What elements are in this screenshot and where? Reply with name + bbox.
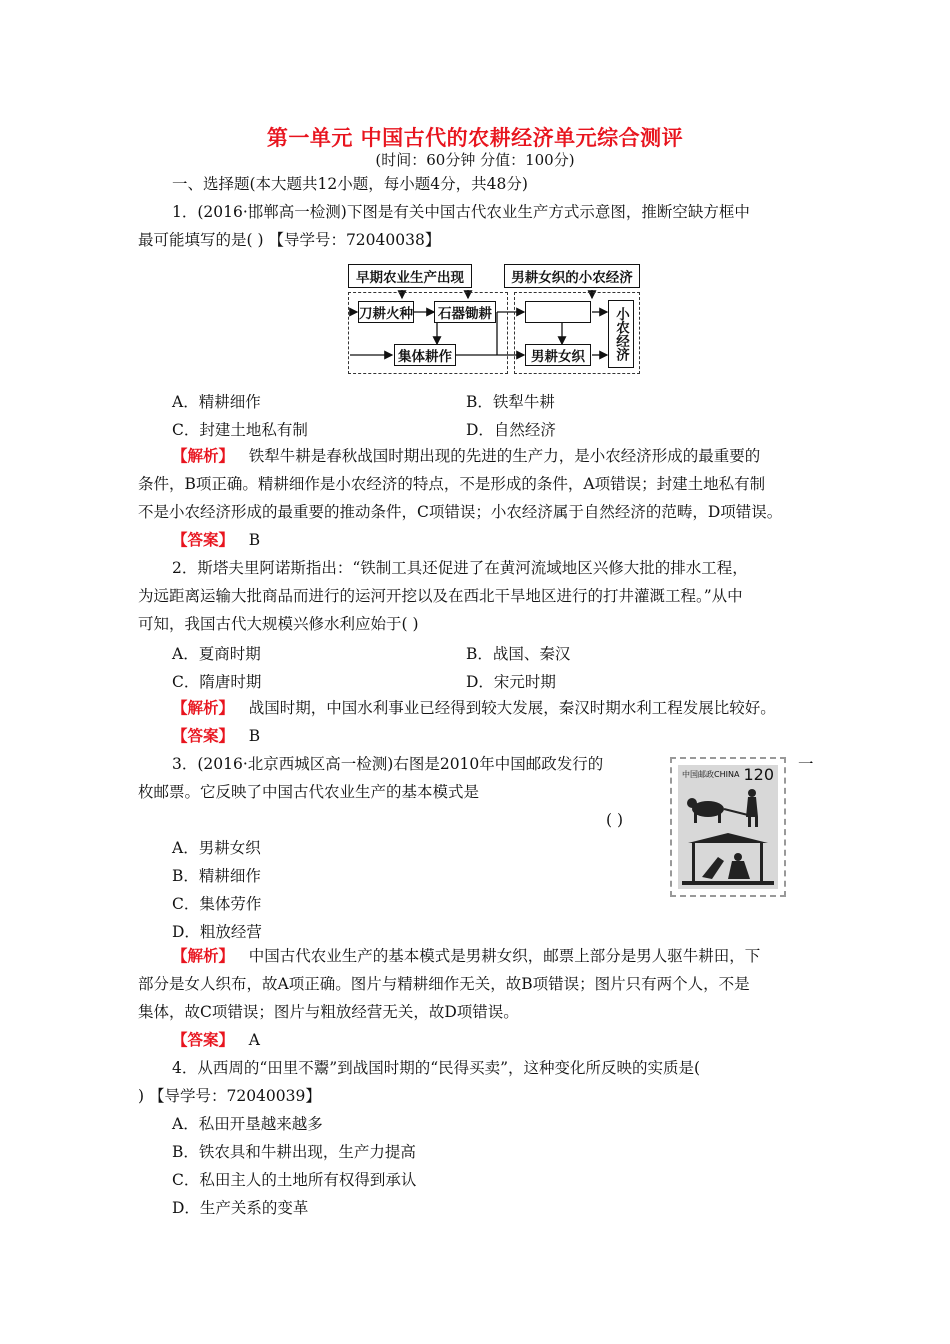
diagram-box-small-economy: 小农经济 — [608, 300, 634, 368]
q1-stem-line2: 最可能填写的是( ) 【导学号：72040038】 — [138, 231, 441, 249]
q1-option-c: C．封建土地私有制 — [172, 421, 308, 439]
q3-answer — [172, 1030, 260, 1050]
answer-value: A — [248, 1031, 260, 1049]
stamp-artwork — [678, 765, 778, 889]
q4-option-a: A．私田开垦越来越多 — [172, 1115, 323, 1133]
analysis-text: 战国时期，中国水利事业已经得到较大发展，秦汉时期水利工程发展比较好。 — [248, 699, 776, 717]
q4-stem-line1: 4．从西周的“田里不鬻”到战国时期的“民得买卖”，这种变化所反映的实质是( — [172, 1059, 701, 1077]
diagram-box-early-agriculture: 早期农业生产出现 — [348, 264, 472, 288]
page-title: 第一单元 中国古代的农耕经济单元综合测评 — [266, 125, 684, 150]
analysis-text: 中国古代农业生产的基本模式是男耕女织，邮票上部分是男人驱牛耕田，下 — [248, 947, 761, 965]
q3-option-a: A．男耕女织 — [172, 839, 261, 857]
q3-option-b: B．精耕细作 — [172, 867, 261, 885]
analysis-label: 【解析】 — [172, 698, 235, 717]
diagram-box-stone-hoe: 石器锄耕 — [434, 301, 496, 323]
answer-label: 【答案】 — [172, 1030, 235, 1049]
q3-stem-line1: 3．(2016·北京西城区高一检测)右图是2010年中国邮政发行的 — [172, 755, 604, 773]
q2-option-b: B．战国、秦汉 — [466, 645, 571, 663]
q2-answer — [172, 726, 260, 746]
q3-analysis-line1 — [172, 946, 760, 966]
q3-analysis-line3: 集体，故C项错误；图片与粗放经营无关，故D项错误。 — [138, 1003, 519, 1021]
stamp-silhouettes — [678, 765, 778, 889]
q3-stem-line1-tail: 一 — [798, 755, 814, 773]
q4-stem-line2: ) 【导学号：72040039】 — [138, 1087, 321, 1105]
q2-option-a: A．夏商时期 — [172, 645, 261, 663]
q3-option-d: D．粗放经营 — [172, 923, 262, 941]
stamp-country: 中国邮政CHINA — [682, 770, 740, 779]
analysis-label: 【解析】 — [172, 946, 235, 965]
q1-option-a: A．精耕细作 — [172, 393, 261, 411]
stamp-value: 120 — [743, 765, 774, 784]
answer-value: B — [248, 531, 261, 549]
diagram-box-small-peasant: 男耕女织的小农经济 — [504, 264, 640, 288]
q4-option-b: B．铁农具和牛耕出现，生产力提高 — [172, 1143, 416, 1161]
section-heading: 一、选择题(本大题共12小题，每小题4分，共48分) — [172, 175, 528, 193]
diagram-box-slash-burn: 刀耕火种 — [358, 301, 414, 323]
answer-value: B — [248, 727, 261, 745]
diagram-box-men-farm: 男耕女织 — [525, 344, 591, 366]
q1-answer — [172, 530, 260, 550]
q1-analysis-line1 — [172, 446, 760, 466]
q1-analysis-line3: 不是小农经济形成的最重要的推动条件，C项错误；小农经济属于自然经济的范畴，D项错误。 — [138, 503, 783, 521]
q3-analysis-line2: 部分是女人织布，故A项正确。图片与精耕细作无关，故B项错误；图片只有两个人，不是 — [138, 975, 750, 993]
q3-answer-paren: ( ) — [606, 811, 624, 829]
diagram-box-blank — [525, 301, 591, 323]
q4-option-c: C．私田主人的土地所有权得到承认 — [172, 1171, 417, 1189]
q4-option-d: D．生产关系的变革 — [172, 1199, 309, 1217]
exam-meta: (时间：60分钟 分值：100分) — [375, 151, 575, 169]
answer-label: 【答案】 — [172, 530, 235, 549]
q1-option-d: D．自然经济 — [466, 421, 556, 439]
q3-stem-line2: 枚邮票。它反映了中国古代农业生产的基本模式是 — [138, 783, 480, 801]
diagram-box-collective: 集体耕作 — [394, 344, 456, 366]
q3-option-c: C．集体劳作 — [172, 895, 262, 913]
q2-option-d: D．宋元时期 — [466, 673, 556, 691]
q2-stem-line2: 为远距离运输大批商品而进行的运河开挖以及在西北干旱地区进行的打井灌溉工程。”从中 — [138, 587, 743, 605]
agriculture-diagram — [342, 262, 642, 380]
q1-option-b: B．铁犁牛耕 — [466, 393, 555, 411]
q2-analysis-line1 — [172, 698, 776, 718]
q2-stem-line1: 2．斯塔夫里阿诺斯指出：“铁制工具还促进了在黄河流域地区兴修大批的排水工程， — [172, 559, 748, 577]
q1-stem-line1: 1．(2016·邯郸高一检测)下图是有关中国古代农业生产方式示意图，推断空缺方框中 — [172, 203, 750, 221]
analysis-label: 【解析】 — [172, 446, 235, 465]
postage-stamp-image — [670, 757, 786, 897]
q1-analysis-line2: 条件，B项正确。精耕细作是小农经济的特点，不是形成的条件，A项错误；封建土地私有制 — [138, 475, 766, 493]
q2-stem-line3: 可知，我国古代大规模兴修水利应始于( ) — [138, 615, 419, 633]
answer-label: 【答案】 — [172, 726, 235, 745]
q2-option-c: C．隋唐时期 — [172, 673, 262, 691]
analysis-text: 铁犁牛耕是春秋战国时期出现的先进的生产力，是小农经济形成的最重要的 — [248, 447, 761, 465]
